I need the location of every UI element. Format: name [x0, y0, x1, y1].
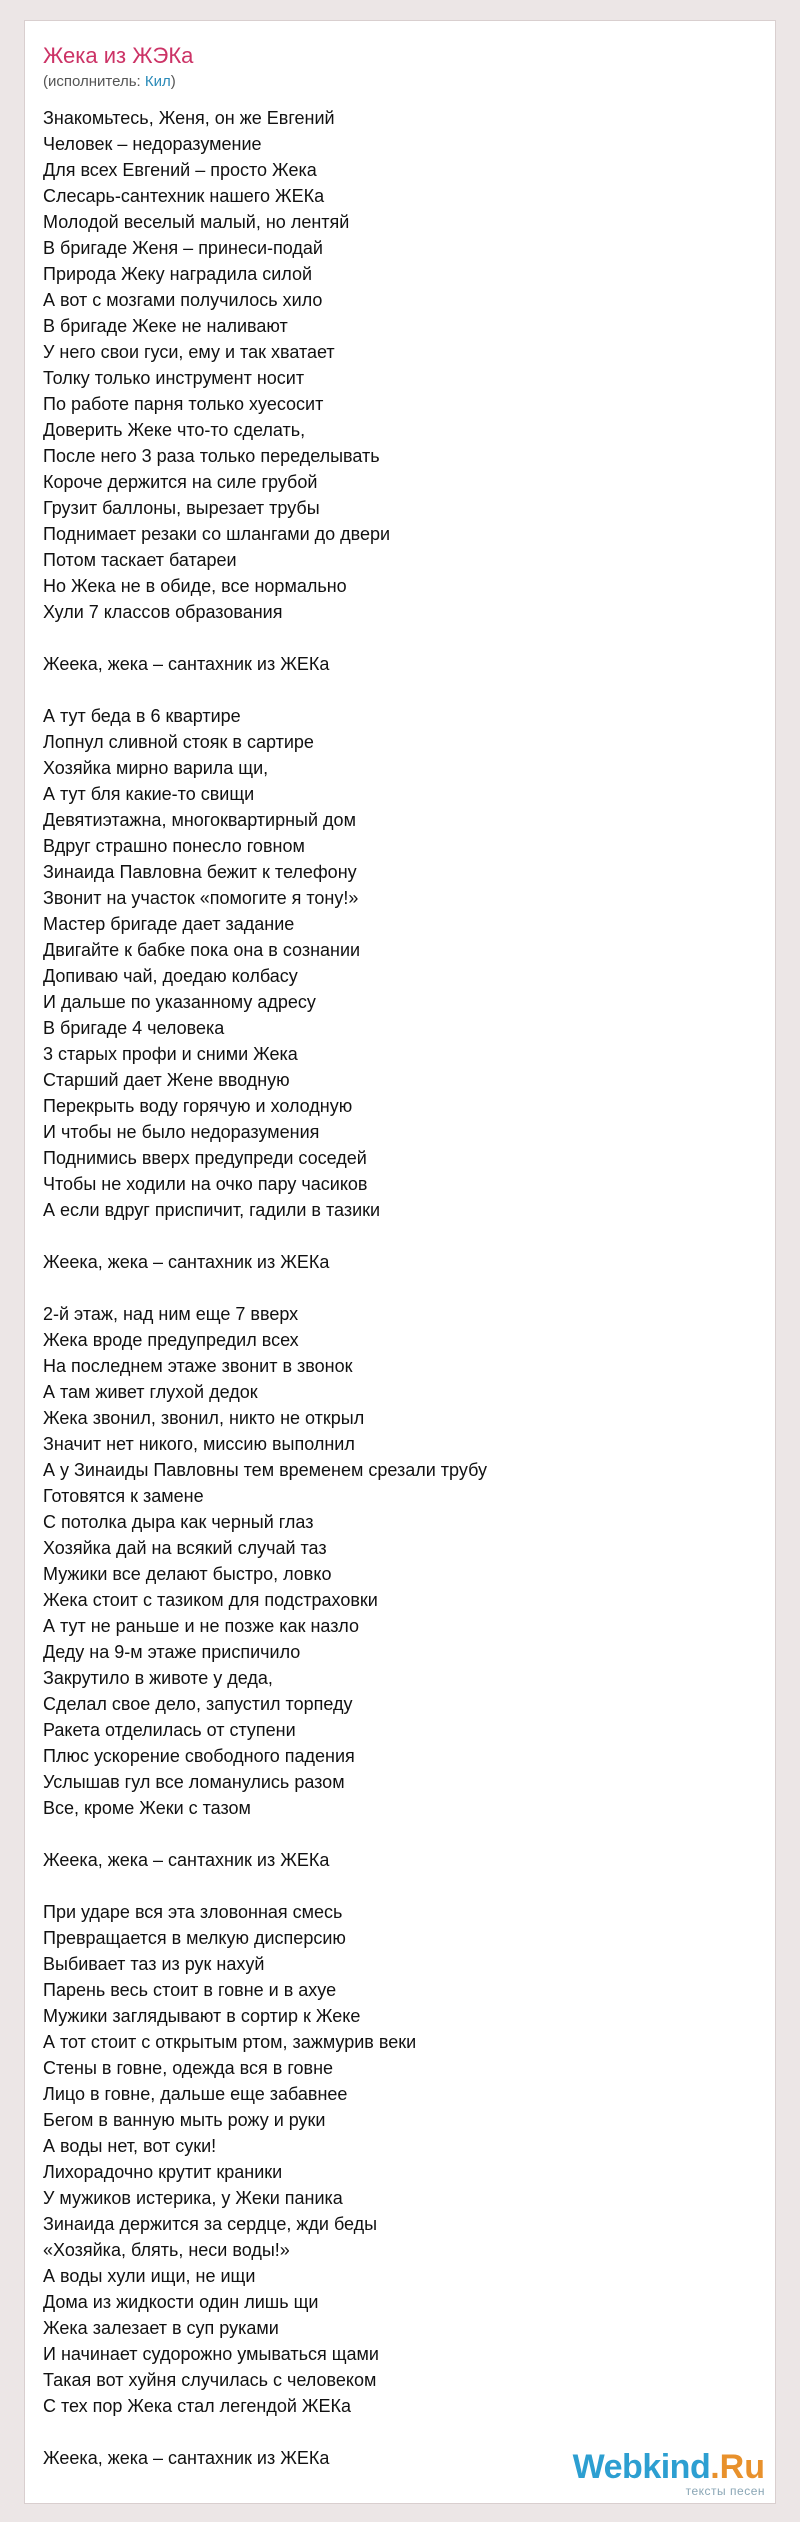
lyrics-body: [43, 105, 487, 2471]
lyric-line: По работе парня только хуесосит: [43, 394, 324, 414]
lyric-line: Значит нет никого, миссию выполнил: [43, 1434, 355, 1454]
lyric-line: Лицо в говне, дальше еще забавнее: [43, 2084, 348, 2104]
lyric-line: Все, кроме Жеки с тазом: [43, 1798, 251, 1818]
lyric-line: Девятиэтажна, многоквартирный дом: [43, 810, 356, 830]
artist-line: [43, 73, 176, 91]
lyric-line: Парень весь стоит в говне и в ахуе: [43, 1980, 337, 2000]
lyric-line: Жеека, жека – сантахник из ЖЕКа: [43, 654, 330, 674]
lyric-line: Природа Жеку наградила силой: [43, 264, 313, 284]
lyric-line: Жеека, жека – сантахник из ЖЕКа: [43, 1850, 330, 1870]
lyric-line: Хозяйка мирно варила щи,: [43, 758, 269, 778]
lyric-line: Чтобы не ходили на очко пару часиков: [43, 1174, 368, 1194]
lyric-line: Услышав гул все ломанулись разом: [43, 1772, 345, 1792]
lyric-line: Хозяйка дай на всякий случай таз: [43, 1538, 327, 1558]
logo-main-text: Webkind: [572, 2448, 711, 2486]
lyric-line: Мужики все делают быстро, ловко: [43, 1564, 332, 1584]
lyric-line: Готовятся к замене: [43, 1486, 204, 1506]
lyric-line: И начинает судорожно умываться щами: [43, 2344, 379, 2364]
stanza-gap: [43, 625, 487, 651]
lyric-line: А у Зинаиды Павловны тем временем срезали трубу: [43, 1460, 487, 1480]
lyric-line: Допиваю чай, доедаю колбасу: [43, 966, 298, 986]
lyric-line: Жека звонил, звонил, никто не открыл: [43, 1408, 365, 1428]
lyric-line: Толку только инструмент носит: [43, 368, 305, 388]
lyric-line: С тех пор Жека стал легендой ЖЕКа: [43, 2396, 352, 2416]
lyric-line: Перекрыть воду горячую и холодную: [43, 1096, 353, 1116]
logo-subtitle: тексты песен: [685, 2484, 765, 2498]
lyric-line: Жека залезает в суп руками: [43, 2318, 279, 2338]
lyric-line: Деду на 9-м этаже приспичило: [43, 1642, 301, 1662]
lyric-line: А тут беда в 6 квартире: [43, 706, 241, 726]
lyric-line: Закрутило в животе у деда,: [43, 1668, 273, 1688]
lyric-line: 2-й этаж, над ним еще 7 вверх: [43, 1304, 299, 1324]
stanza-gap: [43, 677, 487, 703]
lyric-line: Бегом в ванную мыть рожу и руки: [43, 2110, 326, 2130]
lyric-line: Выбивает таз из рук нахуй: [43, 1954, 265, 1974]
lyric-line: А тут не раньше и не позже как назло: [43, 1616, 359, 1636]
lyric-line: А если вдруг приспичит, гадили в тазики: [43, 1200, 381, 1220]
lyric-line: Доверить Жеке что-то сделать,: [43, 420, 306, 440]
lyric-line: А тот стоит с открытым ртом, зажмурив веки: [43, 2032, 417, 2052]
lyric-line: Двигайте к бабке пока она в сознании: [43, 940, 361, 960]
stanza-gap: [43, 1275, 487, 1301]
lyric-line: Жека стоит с тазиком для подстраховки: [43, 1590, 378, 1610]
lyric-line: Жеека, жека – сантахник из ЖЕКа: [43, 1252, 330, 1272]
song-title: Жека из ЖЭКа: [43, 43, 194, 68]
lyric-line: Мастер бригаде дает задание: [43, 914, 295, 934]
lyric-line: Поднимись вверх предупреди соседей: [43, 1148, 367, 1168]
lyric-line: А там живет глухой дедок: [43, 1382, 258, 1402]
lyric-line: У мужиков истерика, у Жеки паника: [43, 2188, 343, 2208]
lyric-line: В бригаде Жеке не наливают: [43, 316, 288, 336]
site-logo[interactable]: [573, 2450, 765, 2497]
lyric-line: Человек – недоразумение: [43, 134, 262, 154]
lyric-line: 3 старых профи и сними Жека: [43, 1044, 298, 1064]
lyric-line: Ракета отделилась от ступени: [43, 1720, 296, 1740]
lyric-line: Зинаида держится за сердце, жди беды: [43, 2214, 378, 2234]
lyric-line: «Хозяйка, блять, неси воды!»: [43, 2240, 290, 2260]
lyric-line: А вот с мозгами получилось хило: [43, 290, 323, 310]
lyric-line: Лопнул сливной стояк в сартире: [43, 732, 314, 752]
lyric-line: И чтобы не было недоразумения: [43, 1122, 320, 1142]
lyric-line: В бригаде Женя – принеси-подай: [43, 238, 323, 258]
lyric-line: А воды хули ищи, не ищи: [43, 2266, 256, 2286]
lyric-line: У него свои гуси, ему и так хватает: [43, 342, 335, 362]
lyric-line: Для всех Евгений – просто Жека: [43, 160, 317, 180]
lyric-line: Превращается в мелкую дисперсию: [43, 1928, 346, 1948]
lyric-line: Хули 7 классов образования: [43, 602, 283, 622]
lyric-line: Но Жека не в обиде, все нормально: [43, 576, 347, 596]
lyric-line: Сделал свое дело, запустил торпеду: [43, 1694, 353, 1714]
lyric-line: Жека вроде предупредил всех: [43, 1330, 299, 1350]
artist-prefix: (исполнитель:: [43, 73, 145, 90]
lyric-line: Плюс ускорение свободного падения: [43, 1746, 355, 1766]
stanza-gap: [43, 1873, 487, 1899]
lyric-line: В бригаде 4 человека: [43, 1018, 225, 1038]
lyric-line: Молодой веселый малый, но лентяй: [43, 212, 350, 232]
lyric-line: Лихорадочно крутит краники: [43, 2162, 283, 2182]
lyric-line: Старший дает Жене вводную: [43, 1070, 290, 1090]
logo-ru-text: .Ru: [710, 2448, 765, 2486]
lyric-line: Мужики заглядывают в сортир к Жеке: [43, 2006, 361, 2026]
lyric-line: И дальше по указанному адресу: [43, 992, 316, 1012]
lyric-line: Вдруг страшно понесло говном: [43, 836, 305, 856]
lyric-line: А воды нет, вот суки!: [43, 2136, 217, 2156]
lyric-line: Поднимает резаки со шлангами до двери: [43, 524, 391, 544]
artist-suffix: ): [170, 73, 176, 90]
lyric-line: Знакомьтесь, Женя, он же Евгений: [43, 108, 335, 128]
content-panel: [24, 20, 776, 2504]
lyric-line: Грузит баллоны, вырезает трубы: [43, 498, 320, 518]
lyric-line: Зинаида Павловна бежит к телефону: [43, 862, 357, 882]
lyric-line: Слесарь-сантехник нашего ЖЕКа: [43, 186, 325, 206]
lyric-line: Дома из жидкости один лишь щи: [43, 2292, 319, 2312]
lyric-line: Жеека, жека – сантахник из ЖЕКа: [43, 2448, 330, 2468]
lyric-line: На последнем этаже звонит в звонок: [43, 1356, 353, 1376]
lyric-line: С потолка дыра как черный глаз: [43, 1512, 314, 1532]
artist-link[interactable]: Кил: [144, 73, 171, 90]
lyric-line: При ударе вся эта зловонная смесь: [43, 1902, 343, 1922]
lyric-line: Короче держится на силе грубой: [43, 472, 318, 492]
lyric-line: Такая вот хуйня случилась с человеком: [43, 2370, 377, 2390]
stanza-gap: [43, 2419, 487, 2445]
stanza-gap: [43, 1821, 487, 1847]
lyric-line: Потом таскает батареи: [43, 550, 237, 570]
lyric-line: Звонит на участок «помогите я тону!»: [43, 888, 359, 908]
lyric-line: После него 3 раза только переделывать: [43, 446, 380, 466]
lyric-line: Стены в говне, одежда вся в говне: [43, 2058, 334, 2078]
lyric-line: А тут бля какие-то свищи: [43, 784, 255, 804]
stanza-gap: [43, 1223, 487, 1249]
